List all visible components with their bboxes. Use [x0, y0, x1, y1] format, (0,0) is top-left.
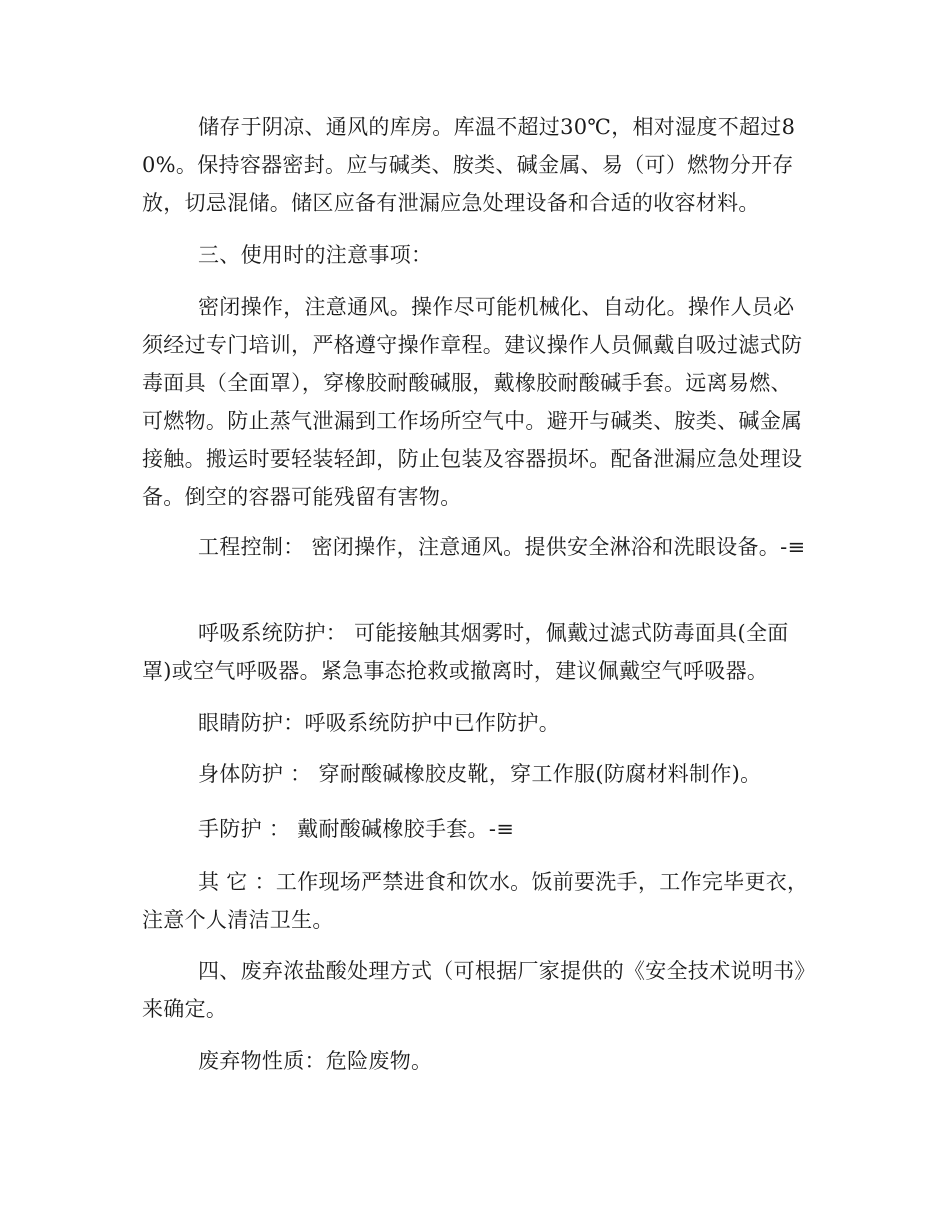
hand-protection-paragraph: 手防护 ： 戴耐酸碱橡胶手套。-≡ — [198, 817, 515, 841]
section-3-heading: 三、使用时的注意事项： — [198, 243, 433, 267]
storage-paragraph: 储存于阴凉、通风的库房。库温不超过30℃，相对湿度不超过80%。保持容器密封。应与碱类、胺类、碱金属、易（可）燃物分开存放，切忌混储。储区应备有泄漏应急处理设备和合适的收容材料。 — [142, 115, 796, 215]
respiratory-protection-paragraph: 呼吸系统防护： 可能接触其烟雾时，佩戴过滤式防毒面具(全面罩)或空气呼吸器。紧急事态抢救或撤离时，建议佩戴空气呼吸器。 — [142, 621, 789, 683]
waste-nature-paragraph: 废弃物性质：危险废物。 — [198, 1049, 433, 1073]
other-precautions-paragraph: 其 它 ：工作现场严禁进食和饮水。饭前要洗手，工作完毕更衣，注意个人清洁卫生。 — [142, 870, 809, 932]
engineering-control-paragraph: 工程控制： 密闭操作，注意通风。提供安全淋浴和洗眼设备。-≡ — [198, 535, 806, 559]
eye-protection-paragraph: 眼睛防护：呼吸系统防护中已作防护。 — [198, 711, 561, 735]
section-4-heading: 四、废弃浓盐酸处理方式（可根据厂家提供的《安全技术说明书》来确定。 — [142, 959, 806, 1021]
operation-precautions-paragraph: 密闭操作，注意通风。操作尽可能机械化、自动化。操作人员必须经过专门培训，严格遵守操作章程。建议操作人员佩戴自吸过滤式防毒面具（全面罩），穿橡胶耐酸碱服，戴橡胶耐酸碱手套。远离易燃、可燃物。防止蒸气泄漏到工作场所空气中。避开与碱类、胺类、碱金属接触。搬运时要轻装轻卸，防止包装及容器损坏。配备泄漏应急处理设备。倒空的容器可能残留有害物。 — [142, 295, 803, 509]
body-protection-paragraph: 身体防护 ： 穿耐酸碱橡胶皮靴，穿工作服(防腐材料制作)。 — [198, 762, 762, 786]
